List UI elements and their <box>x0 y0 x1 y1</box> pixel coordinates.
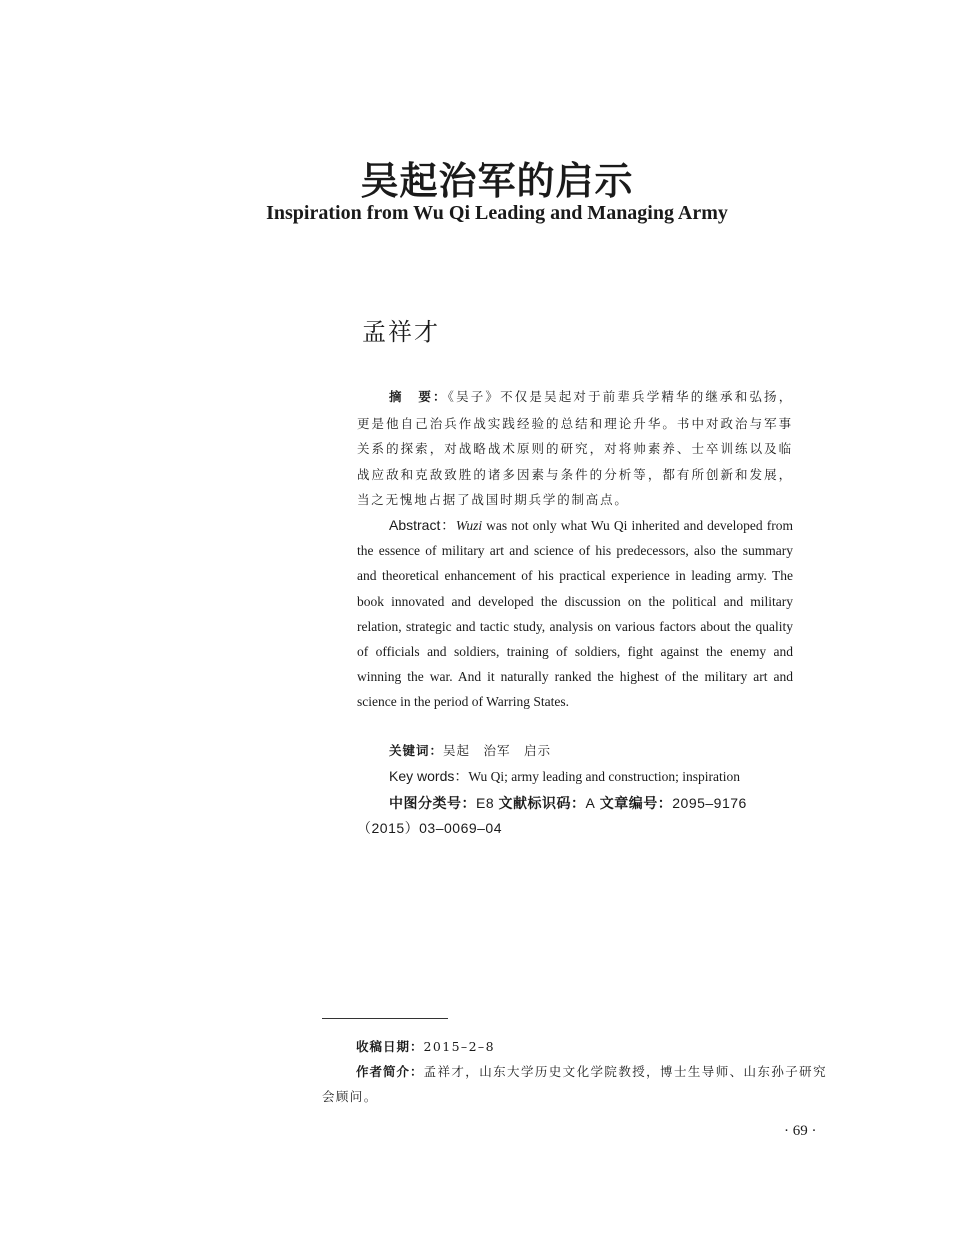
author-bio-value: 孟祥才，山东大学历史文化学院教授，博士生导师、山东孙子研究会顾问。 <box>322 1064 827 1104</box>
keywords-en-text: Wu Qi; army leading and construction; inspiration <box>468 769 741 784</box>
footnotes <box>322 1034 827 1109</box>
author-bio-note <box>322 1059 827 1109</box>
doc-code-value: A <box>585 795 596 811</box>
received-date-note <box>322 1034 827 1059</box>
keywords-zh <box>357 740 825 762</box>
footnote-divider <box>322 1018 448 1019</box>
classification-info <box>357 791 793 841</box>
author-bio-label: 作者简介： <box>356 1064 424 1079</box>
clc-value: E8 <box>476 795 495 811</box>
abstract-en <box>357 513 793 715</box>
doc-code-label: 文献标识码： <box>494 795 586 811</box>
title-zh: 吴起治军的启示 <box>360 159 634 203</box>
clc-label: 中图分类号： <box>389 795 476 811</box>
abstract-zh-text: 《吴子》不仅是吴起对于前辈兵学精华的继承和弘扬，更是他自己治兵作战实践经验的总结和理论升华。书中对政治与军事关系的探索，对战略战术原则的研究，对将帅素养、士卒训练以及临战应敌和克敌致胜的诸多因素与条件的分析等，都有所创新和发展，当之无愧地占据了战国时期兵学的制高点。 <box>357 389 794 507</box>
keywords-en-label: Key words： <box>389 768 469 784</box>
abstract-en-text: was not only what Wu Qi inherited and developed from the essence of military art and science of his predecessors, also the summary and theoretical enhancement of his practical experience in leading army. The book innovated and developed the discussion on the political and military relation, strategic and tactic study, analysis on various factors about the quality of officials and soldiers, training of soldiers, fight against the enemy and winning the war. And it naturally ranked the highest of the military art and science in the period of Warring States. <box>357 518 793 710</box>
received-date-label: 收稿日期： <box>356 1039 424 1054</box>
title-en: Inspiration from Wu Qi Leading and Managing Army <box>266 202 728 224</box>
received-date-value: 2015–2–8 <box>423 1039 495 1054</box>
article-id-value: 2095–9176（2015）03–0069–04 <box>357 795 747 836</box>
abstract-zh-label: 摘 要： <box>389 390 448 404</box>
abstract-en-label: Abstract： <box>389 517 456 533</box>
article-id-label: 文章编号： <box>595 795 673 811</box>
keywords-zh-text: 吴起 治军 启示 <box>443 743 552 758</box>
keywords-en <box>357 765 825 788</box>
author-name: 孟祥才 <box>362 318 440 346</box>
page-number: · 69 · <box>784 1123 817 1139</box>
abstract-zh <box>357 384 793 513</box>
abstract-en-book-title: Wuzi <box>455 518 483 533</box>
keywords-zh-label: 关键词： <box>389 744 444 758</box>
